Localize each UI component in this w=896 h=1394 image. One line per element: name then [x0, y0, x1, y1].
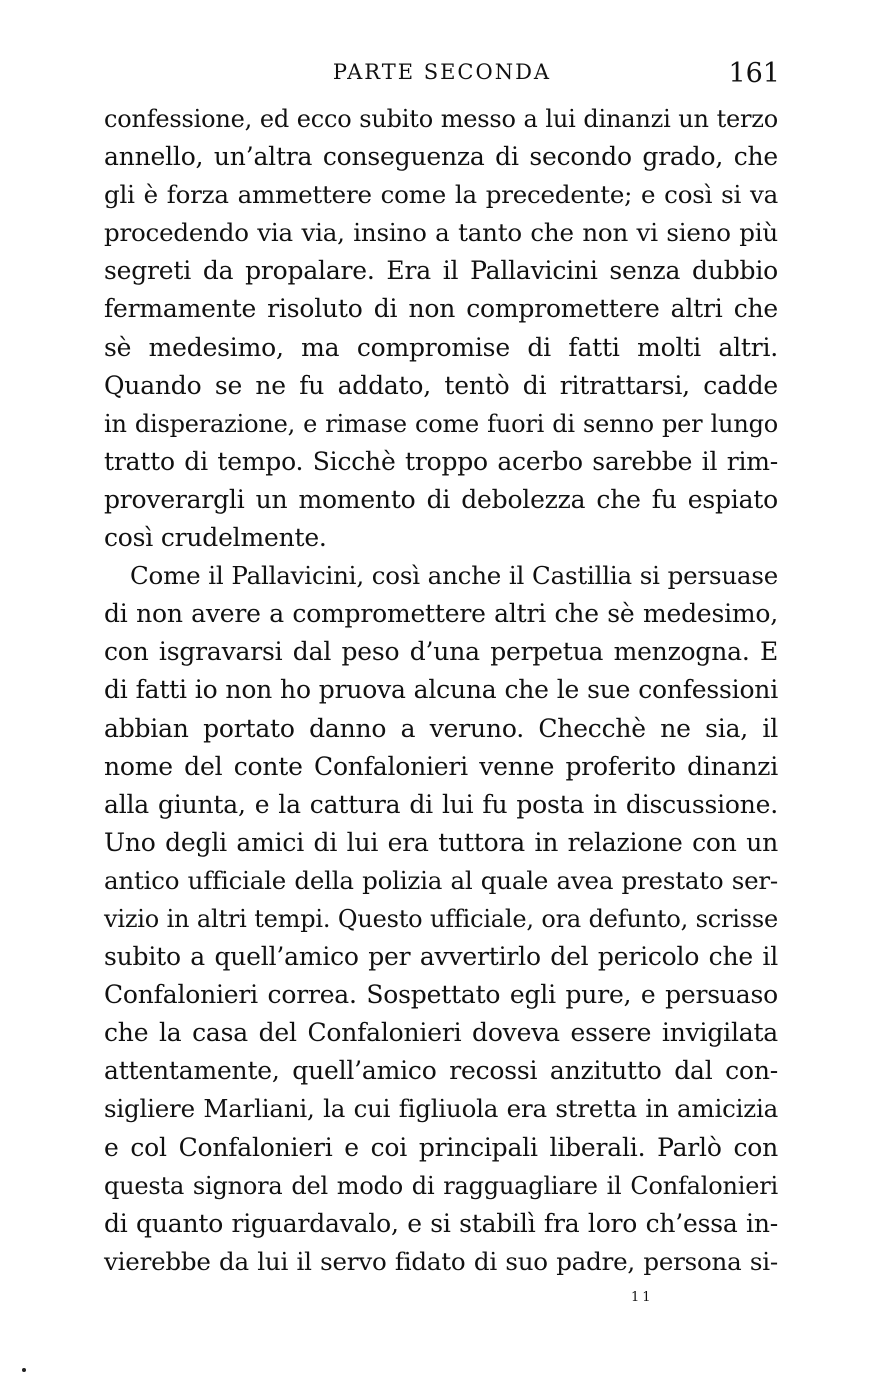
text-line: alla giunta, e la cattura di lui fu posta in discussione.	[104, 789, 778, 819]
text-line: di quanto riguardavalo, e si stabilì fra loro ch’essa in-	[104, 1208, 778, 1238]
text-line: gli è forza ammettere come la precedente; e così si va	[104, 180, 778, 210]
text-line: fermamente risoluto di non compromettere altri che	[104, 294, 778, 324]
text-line: di fatti io non ho pruova alcuna che le sue confessioni	[104, 675, 778, 705]
text-line: questa signora del modo di ragguagliare il Confalonieri	[104, 1171, 778, 1200]
paragraph-end-line: così crudelmente.	[104, 523, 327, 553]
text-line: e col Confalonieri e coi principali liberali. Parlò con	[104, 1132, 778, 1162]
text-line: con isgravarsi dal peso d’una perpetua menzogna. E	[104, 637, 778, 667]
text-line: segreti da propalare. Era il Pallavicini senza dubbio	[104, 256, 778, 286]
running-title: PARTE SECONDA	[332, 60, 552, 84]
print-speck	[22, 1368, 26, 1372]
text-line: subito a quell’amico per avvertirlo del pericolo che il	[104, 942, 778, 972]
text-line: abbian portato danno a veruno. Checchè ne sia, il	[104, 713, 778, 743]
text-line: Uno degli amici di lui era tuttora in relazione con un	[104, 827, 778, 857]
text-line: di non avere a compromettere altri che sè medesimo,	[104, 599, 778, 629]
text-line: procedendo via via, insino a tanto che non vi sieno più	[104, 218, 778, 248]
text-line: annello, un’altra conseguenza di secondo grado, che	[104, 142, 778, 172]
text-line: nome del conte Confalonieri venne proferito dinanzi	[104, 751, 778, 781]
paragraph-start-line: Come il Pallavicini, così anche il Castillia si persuase	[130, 561, 778, 591]
text-line: confessione, ed ecco subito messo a lui dinanzi un terzo	[104, 105, 778, 133]
page-number: 161	[728, 58, 780, 89]
text-line: sigliere Marliani, la cui figliuola era stretta in amicizia	[104, 1094, 778, 1124]
signature-mark: 11	[631, 1290, 654, 1305]
text-line: attentamente, quell’amico recossi anzitutto dal con-	[104, 1056, 778, 1086]
text-block	[104, 100, 778, 1281]
text-line: che la casa del Confalonieri doveva essere invigilata	[104, 1018, 778, 1048]
text-line: antico ufficiale della polizia al quale avea prestato ser-	[104, 865, 778, 895]
text-line: sè medesimo, ma compromise di fatti molti altri.	[104, 332, 778, 362]
running-head	[104, 60, 780, 96]
text-line: proverargli un momento di debolezza che fu espiato	[104, 484, 778, 514]
text-line: in disperazione, e rimase come fuori di senno per lungo	[104, 409, 778, 438]
text-line: vierebbe da lui il servo fidato di suo padre, persona si-	[104, 1246, 778, 1276]
text-line: Confalonieri correa. Sospettato egli pure, e persuaso	[104, 980, 778, 1010]
text-line: Quando se ne fu addato, tentò di ritrattarsi, cadde	[104, 370, 778, 400]
text-line: vizio in altri tempi. Questo ufficiale, ora defunto, scrisse	[104, 904, 778, 933]
text-line: tratto di tempo. Sicchè troppo acerbo sarebbe il rim-	[104, 446, 778, 476]
